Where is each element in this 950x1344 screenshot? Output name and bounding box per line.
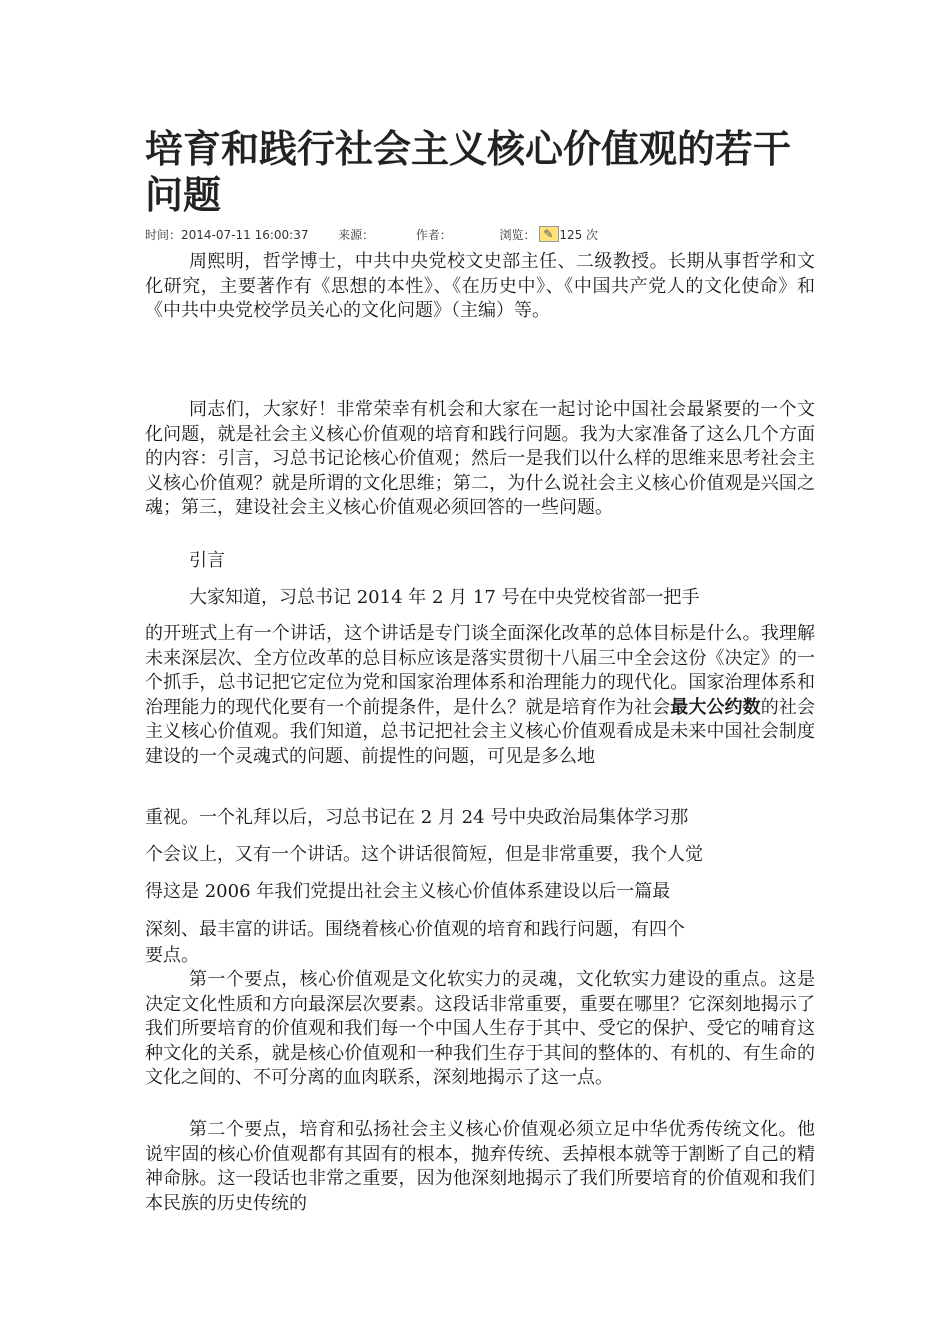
body-paragraph — [145, 622, 815, 769]
article-title: 培育和践行社会主义核心价值观的若干问题 — [145, 127, 792, 217]
time-value: 2014-07-11 16:00:37 — [181, 228, 309, 242]
paragraph-line: 深刻、最丰富的讲话。围绕着核心价值观的培育和践行问题，有四个 — [145, 919, 685, 940]
paragraph-line: 大家知道，习总书记 2014 年 2 月 17 号在中央党校省部一把手 — [189, 587, 700, 608]
point-two-paragraph: 第二个要点，培育和弘扬社会主义核心价值观必须立足中华优秀传统文化。他说牢固的核心价值观都有其固有的根本，抛弃传统、丢掉根本就等于割断了自己的精神命脉。这一段话也非常之重要，因为他深刻地揭示了我们所要培育的价值观和我们本民族的历史传统的 — [145, 1119, 815, 1214]
views-label: 浏览： — [499, 228, 536, 242]
point-one-paragraph: 第一个要点，核心价值观是文化软实力的灵魂，文化软实力建设的重点。这是决定文化性质和方向最深层次要素。这段话非常重要，重要在哪里？它深刻地揭示了我们所要培育的价值观和我们每一个中国人生存于其中、受它的保护、受它的哺育这种文化的关系，就是核心价值观和一种我们生存于其间的整体的、有机的、有生命的文化之间的、不可分离的血肉联系，深刻地揭示了这一点。 — [145, 969, 815, 1088]
time-label: 时间： — [145, 228, 182, 242]
paragraph-text: 的开班式上有一个讲话，这个讲话是专门谈全面深化改革的总体目标是什么。我理解未来深层次、全方位改革的总目标应该是落实贯彻十八届三中全会这份《决定》的一个抓手，总书记把它定位为党和国家治理体系和治理能力的现代化。国家治理体系和治理能力的现代化要有一个前提条件，是什么？就是培育作为社会 — [145, 623, 815, 718]
article-meta — [145, 226, 598, 244]
paragraph-line: 要点。 — [145, 945, 199, 966]
paragraph-line: 个会议上，又有一个讲话。这个讲话很简短，但是非常重要，我个人觉 — [145, 844, 703, 865]
emphasized-text: 最大公约数 — [670, 696, 761, 718]
paragraph-line: 得这是 2006 年我们党提出社会主义核心价值体系建设以后一篇最 — [145, 881, 671, 902]
views-count: 125 — [559, 228, 583, 242]
paragraph-text: 的社会主义核心价值观。我们知道，总书记把社会主义核心价值观看成是未来中国社会制度建设的一个灵魂式的问题、前提性的问题，可见是多么地 — [145, 696, 816, 767]
author-label: 作者： — [415, 228, 452, 242]
intro-paragraph: 同志们，大家好！非常荣幸有机会和大家在一起讨论中国社会最紧要的一个文化问题，就是社会主义核心价值观的培育和践行问题。我为大家准备了这么几个方面的内容：引言，习总书记论核心价值观；然后一是我们以什么样的思维来思考社会主义核心价值观？就是所谓的文化思维；第二，为什么说社会主义核心价值观是兴国之魂；第三，建设社会主义核心价值观必须回答的一些问题。 — [145, 399, 815, 518]
views-icon — [539, 226, 559, 242]
paragraph-line: 重视。一个礼拜以后，习总书记在 2 月 24 号中央政治局集体学习那 — [145, 807, 689, 828]
author-bio: 周熙明，哲学博士，中共中央党校文史部主任、二级教授。长期从事哲学和文化研究，主要著作有《思想的本性》、《在历史中》、《中国共产党人的文化使命》和《中共中央党校学员关心的文化问题》（主编）等。 — [145, 251, 815, 321]
source-label: 来源： — [338, 228, 375, 242]
section-heading: 引言 — [189, 550, 225, 571]
views-unit: 次 — [586, 228, 599, 242]
